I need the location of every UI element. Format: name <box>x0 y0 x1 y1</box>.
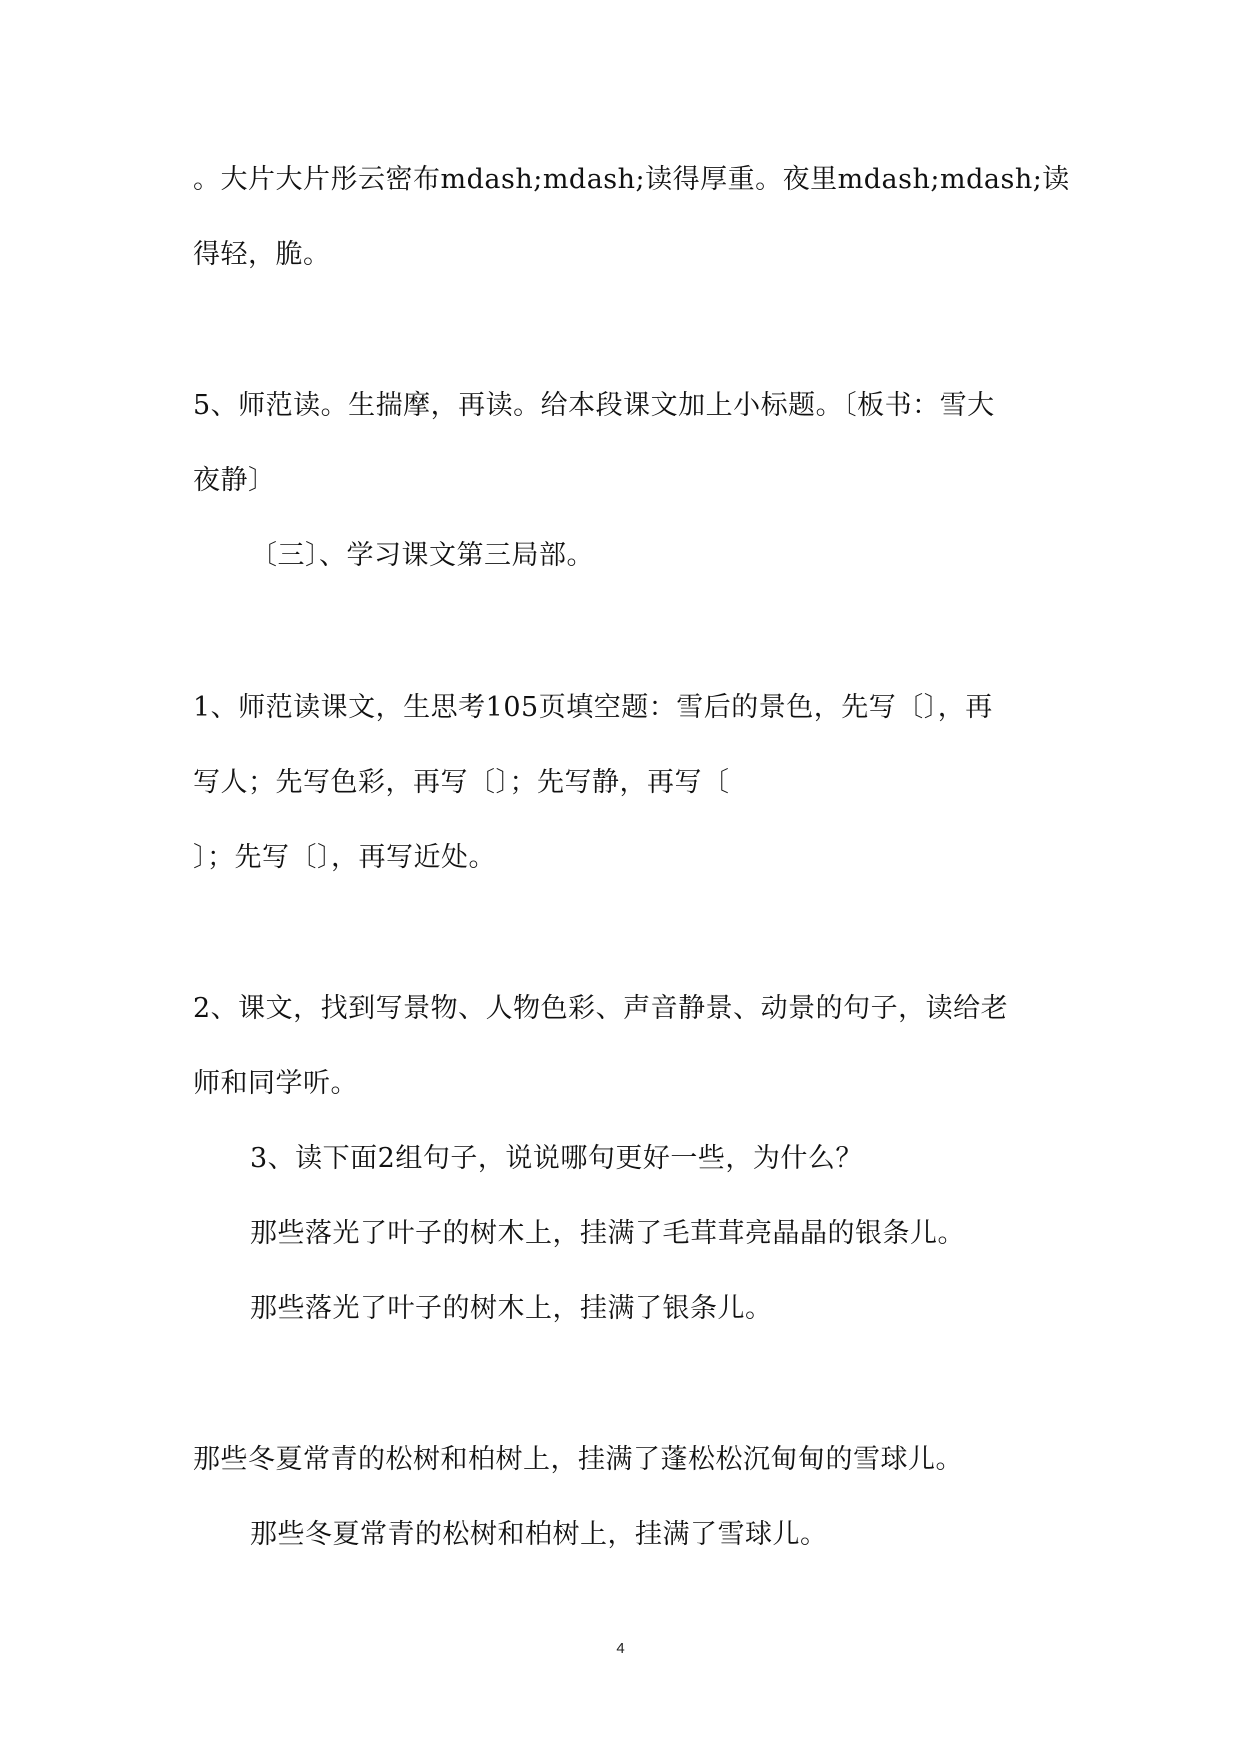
text-line-8: 〕；先写〔〕，再写近处。 <box>193 842 496 873</box>
text-line-11: 3、读下面2组句子，说说哪句更好一些，为什么？ <box>250 1143 863 1174</box>
text-line-9: 2、课文，找到写景物、人物色彩、声音静景、动景的句子，读给老 <box>193 993 1009 1024</box>
text-line-7: 写人；先写色彩，再写〔〕；先写静，再写〔 <box>193 767 730 798</box>
text-line-6: 1、师范读课文，生思考105页填空题：雪后的景色，先写〔〕，再 <box>193 692 993 723</box>
page-number: 4 <box>616 1640 625 1657</box>
text-line-10: 师和同学听。 <box>193 1068 358 1099</box>
text-line-1: 。大片大片彤云密布mdash;mdash;读得厚重。夜里mdash;mdash;读 <box>193 164 1070 195</box>
section-heading: 〔三〕、学习课文第三局部。 <box>250 540 594 571</box>
text-line-4: 夜静〕 <box>193 465 276 496</box>
example-sentence-2: 那些落光了叶子的树木上，挂满了银条儿。 <box>250 1293 773 1324</box>
example-sentence-1: 那些落光了叶子的树木上，挂满了毛茸茸亮晶晶的银条儿。 <box>250 1218 965 1249</box>
example-sentence-4: 那些冬夏常青的松树和柏树上，挂满了雪球儿。 <box>250 1519 828 1550</box>
example-sentence-3: 那些冬夏常青的松树和柏树上，挂满了蓬松松沉甸甸的雪球儿。 <box>193 1444 963 1475</box>
text-line-2: 得轻，脆。 <box>193 239 331 270</box>
text-line-3: 5、师范读。生揣摩，再读。给本段课文加上小标题。〔板书：雪大 <box>193 390 995 421</box>
